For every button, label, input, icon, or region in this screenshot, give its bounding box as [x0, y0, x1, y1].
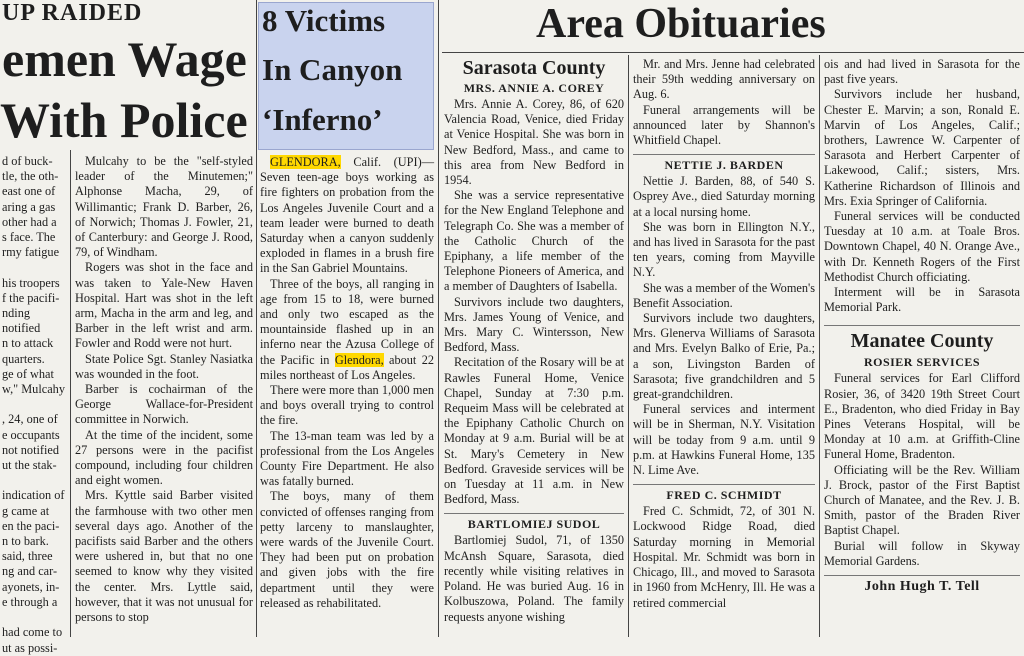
obit-separator — [633, 154, 815, 155]
canyon-para: There were more than 1,000 men and boys overall trying to control the fire. — [260, 383, 434, 428]
obit-para: She was born in Ellington N.Y., and has lived in Sarasota for the past ten years, coming from Mayville N.Y. — [633, 219, 815, 280]
left-col2-para: State Police Sgt. Stanley Nasiatka was wounded in the foot. — [75, 351, 253, 381]
obit-para: Funeral services and interment will be in Sherman, N.Y. Visitation will be today from 9 a.m. until 9 p.m. at Hawkins Funeral Home, 135 N. Lime Ave. — [633, 402, 815, 478]
section-heading-manatee: Manatee County — [850, 330, 994, 353]
obit-para: Survivors include two daughters, Mrs. James Young of Venice, and Mrs. Mary C. Wintersson, New Bedford, Mass. — [444, 294, 624, 355]
canyon-dateline-para — [260, 155, 434, 277]
section-heading-sarasota: Sarasota County — [462, 57, 606, 79]
column-rule — [438, 0, 439, 637]
obit-col-a — [444, 57, 624, 637]
obit-col-c — [824, 57, 1020, 637]
obit-name-heading: ROSIER SERVICES — [863, 355, 981, 370]
obit-para: Recitation of the Rosary will be at Rawles Funeral Home, Venice Chapel, Sunday at 7:30 p.m. Requeim Mass will be celebrated at the Epiphany Catholic Church on Monday at 9 a.m. Burial will be at St. Mary's Cemetery in New Bedford. Graveside services will be on Tuesday at 11 a.m. in New Bedford, Mass. — [444, 355, 624, 507]
obit-para: Mrs. Annie A. Corey, 86, of 620 Valencia Road, Venice, died Friday at Venice Hospital. She was born in New Bedford, Mass., and came to this area from New Bedford in 1954. — [444, 97, 624, 188]
column-rule — [256, 0, 257, 637]
obit-para: ois and had lived in Sarasota for the past five years. — [824, 57, 1020, 87]
left-story-col2 — [75, 154, 253, 637]
obit-para: Officiating will be the Rev. William J. Brock, pastor of the First Baptist Church of Manatee, and the Rev. J. B. Smith, pastor of the Braden River Baptist Chapel. — [824, 462, 1020, 538]
left-headline-line2: With Police — [0, 92, 248, 148]
canyon-para: The boys, many of them convicted of offenses ranging from petty larceny to manslaughter, were wards of the Juvenile Court. They had been put on probation and given jobs with the fire department until they were released as rehabilitated. — [260, 489, 434, 610]
obit-separator — [824, 575, 1020, 576]
column-rule — [819, 55, 820, 637]
obit-para: Bartlomiej Sudol, 71, of 1350 McAnsh Square, Sarasota, died recently while visiting relatives in Poland. He was buried Aug. 16 in Kolbuszowa, Poland. The family requests anyone wishing — [444, 533, 624, 624]
canyon-dateline-rest: Calif. (UPI)—Seven teen-age boys working as fire fighters on probation from the Los Angeles Juvenile Court and a team leader were burned to death Saturday when a canyon suddenly exploded in flames in a brush fire in the San Gabriel Mountains. — [260, 155, 434, 276]
obit-separator — [633, 484, 815, 485]
canyon-story-body — [260, 155, 434, 637]
obit-separator — [444, 513, 624, 514]
canyon-para2 — [260, 277, 434, 383]
left-story-col1 — [2, 154, 68, 655]
canyon-headline-line3: ‘Inferno’ — [262, 102, 383, 137]
obit-para: Interment will be in Sarasota Memorial Park. — [824, 285, 1020, 315]
canyon-para2-after: about 22 miles northeast of Los Angeles. — [260, 352, 435, 382]
left-headline-line1: emen Wage — [2, 31, 247, 87]
obit-col-b — [633, 57, 815, 637]
obit-para: Fred C. Schmidt, 72, of 301 N. Lockwood Ridge Road, died Saturday morning in Memorial Hospital. Mr. Schmidt was born in Chicago, Ill., and moved to Sarasota in 1960 from McHenry, Ill. He was a retired commercial — [633, 504, 815, 610]
obit-para: She was a service representative for the New England Telephone and Telegraph Co. She was a member of the Catholic Church of the Epiphany, a life member of the Telephone Pioneers of America, and a member of Daughters of Isabella. — [444, 188, 624, 294]
obituaries-banner: Area Obituaries — [536, 1, 826, 47]
obit-para: She was a member of the Women's Benefit Association. — [633, 280, 815, 310]
canyon-headline-line2: In Canyon — [262, 52, 403, 87]
left-col2-para: At the time of the incident, some 27 persons were in the pacifist compound, including four children and eight women. — [75, 427, 253, 488]
canyon-para2-before: Three of the boys, all ranging in age from 15 to 18, were burned and only two escaped as the mountainside flashed up in an inferno near the Azusa College of the Pacific in — [260, 276, 434, 367]
obit-name-heading: FRED C. SCHMIDT — [666, 488, 782, 503]
obit-para: Funeral services for Earl Clifford Rosier, 36, of 3420 19th Street Court E., Bradenton, who died Friday in Bay Pines Veterans Hospital, will be Monday at 10 a.m. at Griffith-Cline Funeral Home, Bradenton. — [824, 371, 1020, 462]
left-col1-text: d of buck- tle, the oth- east one of aring a gas other had a s face. The rmy fatigue his troopers f the pacifi- nding notified n to attack quarters. ge of what w," Mulcahy , 24, one of e occupants not notified ut the stak- indication of g came at en the paci- n to bark. said, three ng and car- ayonets, in- e through a had come to ut as possi- — [2, 154, 65, 655]
obit-para: Survivors include two daughters, Mrs. Glenerva Williams of Sarasota and Mrs. Evelyn Balko of Erie, Pa.; a son, Livingston Barden of Sarasota; five grandchildren and 5 great-grandchildren. — [633, 311, 815, 402]
left-col2-para: Mrs. Kyttle said Barber visited the farmhouse with two other men several days ago. Another of the pacifists said Barber and the others were ushered in, but that no one seemed to know why they visited the center. Mrs. Lyttle said, however, that it was not unusual for persons to stop — [75, 488, 253, 625]
column-rule — [70, 150, 71, 637]
obit-para: Funeral arrangements will be announced later by Shannon's Whitfield Chapel. — [633, 102, 815, 148]
obit-name-heading: MRS. ANNIE A. COREY — [463, 81, 605, 95]
obit-para: Funeral services will be conducted Tuesday at 10 a.m. at Toale Bros. Downtown Chapel, 40 N. Orange Ave., with Dr. Kenneth Rogers of the First Methodist Church officiating. — [824, 209, 1020, 284]
obit-para: Mr. and Mrs. Jenne had celebrated their 59th wedding anniversary on Aug. 6. — [633, 57, 815, 102]
obit-name-heading: BARTLOMIEJ SUDOL — [467, 517, 601, 532]
canyon-headline-line1: 8 Victims — [262, 3, 386, 38]
left-col2-para: Rogers was shot in the face and was taken to Yale-New Haven Hospital. Hart was shot in the left arm, Macha in the arm and leg, and Barber in the left wrist and arm. Fowler and Rodd were not hurt. — [75, 260, 253, 351]
highlighted-search-term[interactable]: Glendora, — [334, 352, 384, 367]
obit-name-heading: John Hugh T. Tell — [864, 579, 980, 595]
left-col2-para: Mulcahy to be the "self-styled leader of the Minutemen;" Alphonse Macha, 29, of Willimantic; Frank D. Barber, 26, of Norwich; Thomas J. Fowler, 21, of Canterbury: and George J. Rood, 79, of Windham. — [75, 154, 253, 260]
banner-rule — [442, 52, 1024, 53]
canyon-para: The 13-man team was led by a professional from the Los Angeles County Fire Department. He also was fatally burned. — [260, 428, 434, 489]
obit-para: Burial will follow in Skyway Memorial Gardens. — [824, 538, 1020, 568]
left-col2-para: Barber is cochairman of the George Wallace-for-President committee in Norwich. — [75, 382, 253, 427]
column-rule — [628, 55, 629, 637]
highlighted-search-term[interactable]: GLENDORA, — [270, 155, 341, 169]
left-kicker: UP RAIDED — [2, 0, 143, 26]
obit-name-heading: NETTIE J. BARDEN — [664, 158, 784, 173]
obit-para: Survivors include her husband, Chester E. Marvin; a son, Ronald E. Marvin of Los Angeles, Calif.; brothers, Lawrence W. Carpenter of Sarasota and Herbert Carpenter of Lakewood, Calif.; sisters, Mrs. Katherine Richardson of Illinois and Mrs. Exia Springer of California. — [824, 87, 1020, 208]
obit-separator — [824, 325, 1020, 326]
obit-para: Nettie J. Barden, 88, of 540 S. Osprey Ave., died Saturday morning at a local nursing home. — [633, 174, 815, 219]
